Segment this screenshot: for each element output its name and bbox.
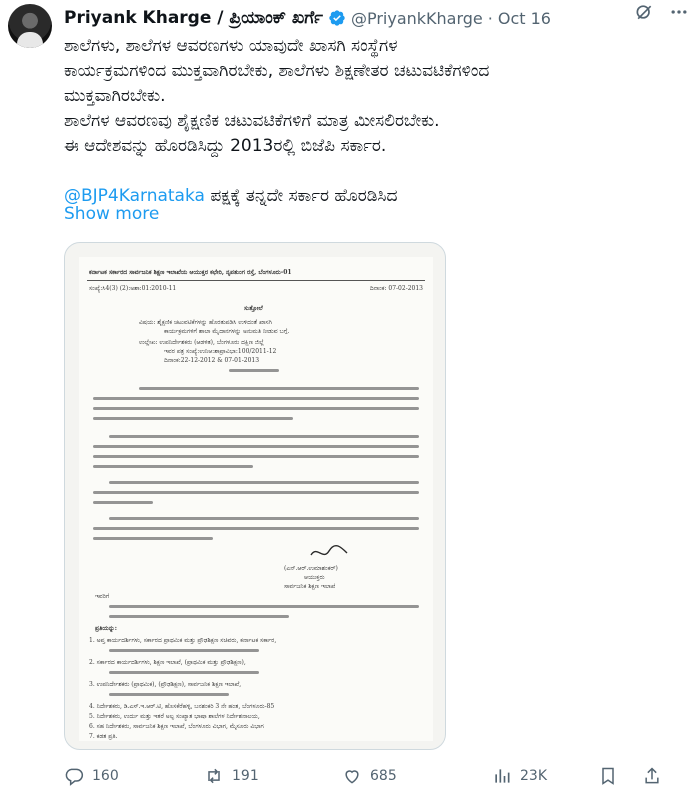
tweet-line: ಈ ಆದೇಶವನ್ನು ಹೊರಡಿಸಿದ್ದು 2013ರಲ್ಲಿ ಬಿಜೆಪಿ ಸರ್ಕಾರ. bbox=[64, 136, 387, 156]
bookmark-button[interactable] bbox=[598, 766, 626, 786]
repost-button[interactable] bbox=[204, 766, 259, 786]
doc-list-item: 3. ಉಪನಿರ್ದೇಶಕರು (ಪ್ರಾಥಮಿಕ), (ಪ್ರೌಢಶಿಕ್ಷಣ), ಸಾರ್ವಜನಿಕ ಶಿಕ್ಷಣ ಇಲಾಖೆ, bbox=[89, 681, 242, 688]
action-bar bbox=[64, 766, 688, 792]
reply-icon bbox=[64, 766, 84, 786]
doc-to: ಇವರಿಗೆ bbox=[95, 593, 110, 600]
tweet-date[interactable]: Oct 16 bbox=[497, 8, 551, 28]
doc-title: ಸುತ್ತೋಲೆ bbox=[244, 305, 263, 312]
author-name[interactable]: Priyank Kharge / ಪ್ರಿಯಾಂಕ್ ಖರ್ಗೆ bbox=[64, 8, 323, 28]
tweet-text bbox=[64, 34, 684, 209]
verified-badge-icon[interactable] bbox=[328, 9, 346, 27]
tweet-line: ಶಾಲೆಗಳ ಆವರಣವು ಶೈಕ್ಷಣಿಕ ಚಟುವಟಿಕೆಗಳಿಗೆ ಮಾತ್ರ ಮೀಸಲಿರಬೇಕು. bbox=[64, 111, 440, 131]
share-button[interactable] bbox=[642, 766, 670, 786]
doc-reference: ದಿನಾಂಕ:22-12-2012 & 07-01-2013 bbox=[164, 357, 260, 364]
mention-link[interactable]: @BJP4Karnataka bbox=[64, 186, 205, 206]
doc-ref: ಸಂಖ್ಯೆ:ಸಿ4(3) (2):ಅಶಾ:01:2010-11 bbox=[89, 285, 177, 292]
doc-copies: ಪ್ರತಿಯನ್ನು: bbox=[95, 625, 117, 632]
doc-date: ದಿನಾಂಕ: 07-02-2013 bbox=[369, 285, 423, 292]
repost-count: 191 bbox=[232, 768, 259, 784]
share-icon bbox=[642, 766, 662, 786]
signatory-title: ಆಯುಕ್ತರು bbox=[304, 574, 325, 581]
doc-list-item: 1. ಅಪ್ತ ಕಾರ್ಯದರ್ಶಿಗಳು, ಸರ್ಕಾರದ ಪ್ರಾಥಮಿಕ ಮತ್ತು ಪ್ರೌಢಶಿಕ್ಷಣ ಸಚಿವರು, ಕರ್ನಾಟಕ ಸರ್ಕಾರ, bbox=[89, 637, 277, 644]
doc-list-item: 6. ಸಹ ನಿರ್ದೇಶಕರು, ಸಾರ್ವಜನಿಕ ಶಿಕ್ಷಣ ಇಲಾಖೆ, ಬೆಂಗಳೂರು ವಿಭಾಗ, ಮೈಸೂರು ವಿಭಾಗ bbox=[89, 723, 264, 730]
grok-icon[interactable] bbox=[634, 2, 654, 22]
doc-subject: ಕಾರ್ಯಕ್ರಮಗಳಿಗೆ ಶಾಲಾ ಮೈದಾನಗಳನ್ನು ಅನುಮತಿ ನೀಡುವ ಬಗ್ಗೆ. bbox=[164, 328, 290, 335]
tweet-line: ಮುಕ್ತವಾಗಿರಬೇಕು. bbox=[64, 86, 166, 106]
signature-icon bbox=[307, 543, 351, 563]
tweet-header bbox=[64, 6, 688, 30]
reply-button[interactable] bbox=[64, 766, 119, 786]
circular-document bbox=[79, 257, 433, 741]
reply-count: 160 bbox=[92, 768, 119, 784]
like-button[interactable] bbox=[342, 766, 397, 786]
heart-icon bbox=[342, 766, 362, 786]
tweet-line: ಶಾಲೆಗಳು, ಶಾಲೆಗಳ ಆವರಣಗಳು ಯಾವುದೇ ಖಾಸಗಿ ಸಂಸ್ಥೆಗಳ bbox=[64, 36, 398, 56]
separator: · bbox=[487, 8, 493, 28]
signatory-dept: ಸಾರ್ವಜನಿಕ ಶಿಕ್ಷಣ ಇಲಾಖೆ bbox=[284, 583, 336, 590]
mention-rest: ಪಕ್ಷಕ್ಕೆ ತನ್ನದೇ ಸರ್ಕಾರ ಹೊರಡಿಸಿದ bbox=[204, 186, 398, 206]
doc-reference: ಉಲ್ಲೇಖ: ಉಪನಿರ್ದೇಶಕರು (ಆಡಳಿತ), ಬೆಂಗಳೂರು ದಕ್ಷಿಣ ಜಿಲ್ಲೆ bbox=[139, 339, 264, 346]
views-count: 23K bbox=[520, 768, 547, 784]
views-button[interactable] bbox=[492, 766, 547, 786]
doc-reference: ಇವರ ಪತ್ರ ಸಂಖ್ಯೆ:ಉನಿಆ:ಶಾಪ್ರಾವಿಭಾ:100/2011-12 bbox=[164, 348, 277, 355]
show-more-link[interactable]: Show more bbox=[64, 204, 160, 224]
bookmark-icon bbox=[598, 766, 618, 786]
author-handle[interactable]: @PriyankKharge bbox=[350, 8, 483, 28]
doc-subject: ವಿಷಯ: ಶೈಕ್ಷಣಿಕ ಚಟುವಟಿಕೆಗಳನ್ನು ಹೊರತುಪಡಿಸಿ ಉಳಿದಂತೆ ಖಾಸಗಿ bbox=[139, 319, 272, 326]
like-count: 685 bbox=[370, 768, 397, 784]
doc-list-item: 4. ನಿರ್ದೇಶಕರು, ಡಿ.ಎಸ್.ಇ.ಆರ್.ಟಿ, ಹೊಸಕೆರೆಹಳ್ಳಿ, ಬನಶಂಕರಿ 3 ನೇ ಹಂತ, ಬೆಂಗಳೂರು-85 bbox=[89, 703, 275, 710]
repost-icon bbox=[204, 766, 224, 786]
doc-list-item: 7. ಕಡತ ಪ್ರತಿ. bbox=[89, 733, 118, 740]
views-icon bbox=[492, 766, 512, 786]
doc-header: ಕರ್ನಾಟಕ ಸರ್ಕಾರದ ಸಾರ್ವಜನಿಕ ಶಿಕ್ಷಣ ಇಲಾಖೆಯ ಆಯುಕ್ತರ ಕಛೇರಿ, ನೃಪತುಂಗ ರಸ್ತೆ, ಬೆಂಗಳೂರು-01 bbox=[89, 269, 292, 276]
tweet-image[interactable] bbox=[64, 242, 446, 750]
signatory-name: (ಎನ್.ಆರ್.ಉಮಾಶಂಕರ್) bbox=[284, 565, 338, 572]
more-options-icon[interactable] bbox=[668, 2, 690, 22]
tweet-line: ಕಾರ್ಯಕ್ರಮಗಳಿಂದ ಮುಕ್ತವಾಗಿರಬೇಕು, ಶಾಲೆಗಳು ಶಿಕ್ಷಣೇತರ ಚಟುವಟಿಕೆಗಳಿಂದ bbox=[64, 61, 490, 81]
doc-list-item: 2. ಸರ್ಕಾರದ ಕಾರ್ಯದರ್ಶಿಗಳು, ಶಿಕ್ಷಣ ಇಲಾಖೆ, (ಪ್ರಾಥಮಿಕ ಮತ್ತು ಪ್ರೌಢಶಿಕ್ಷಣ), bbox=[89, 659, 246, 666]
avatar[interactable] bbox=[8, 4, 52, 48]
doc-list-item: 5. ನಿರ್ದೇಶಕರು, ಉರ್ದು ಮತ್ತು ಇತರೆ ಅಲ್ಪ ಸಂಖ್ಯಾತ ಭಾಷಾ ಶಾಲೆಗಳ ನಿರ್ದೇಶನಾಲಯ, bbox=[89, 713, 260, 720]
